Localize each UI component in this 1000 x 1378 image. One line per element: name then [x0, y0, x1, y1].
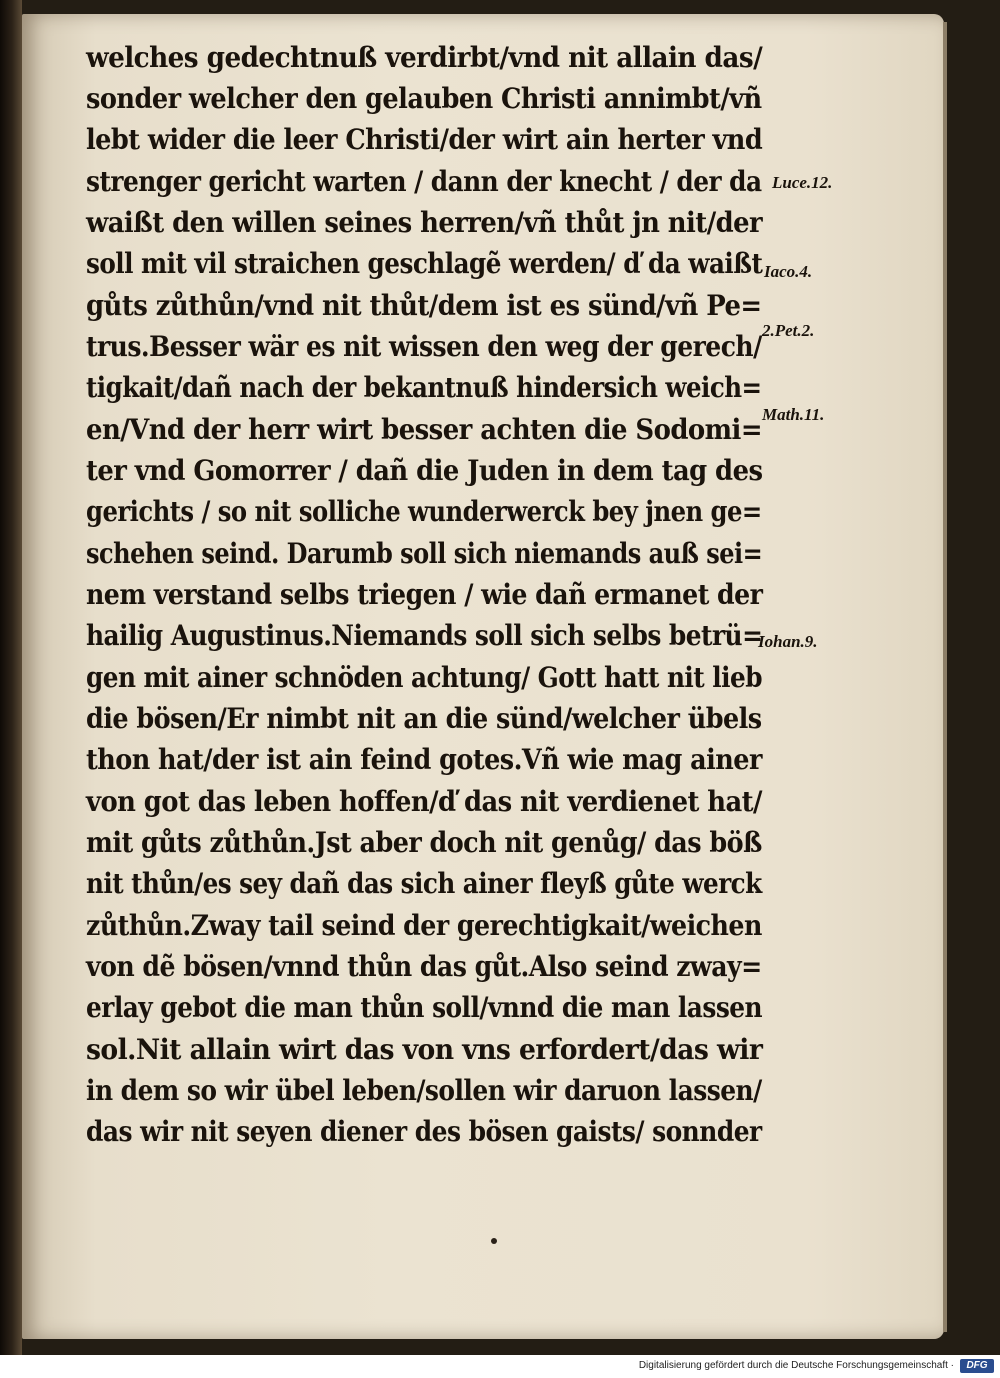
ink-speck: [491, 1238, 497, 1244]
text-line: soll mit vil straichen geschlagẽ werden/ ď da waißt: [86, 247, 763, 280]
digitization-footer: [0, 1355, 1000, 1378]
text-line: strenger gericht warten / dann der knecht / der da: [86, 165, 762, 198]
marginal-reference: 2.Pet.2.: [762, 321, 815, 340]
text-line: welches gedechtnuß verdirbt/vnd nit allain das/: [86, 41, 763, 74]
text-line: das wir nit seyen diener des bösen gaists/ sonnder: [86, 1115, 762, 1148]
text-line: schehen seind. Darumb soll sich niemands auß sei=: [86, 537, 763, 570]
marginal-reference: Math.11.: [762, 405, 825, 424]
text-line: erlay gebot die man thůn soll/vnnd die man lassen: [86, 991, 763, 1024]
text-line: waißt den willen seines herren/vñ thůt jn nit/der: [86, 206, 763, 239]
text-line: en/Vnd der herr wirt besser achten die Sodomi=: [86, 413, 762, 446]
text-line: trus.Besser wär es nit wissen den weg der gerech/: [86, 330, 762, 363]
text-line: sol.Nit allain wirt das von vns erfordert/das wir: [86, 1033, 763, 1066]
text-line: ter vnd Gomorrer / dañ die Juden in dem tag des: [86, 454, 763, 487]
page-edge: [943, 22, 947, 1332]
text-line: sonder welcher den gelauben Christi annimbt/vñ: [86, 82, 762, 115]
text-line: die bösen/Er nimbt nit an die sünd/welcher übels: [86, 702, 762, 735]
dfg-logo: DFG: [960, 1359, 994, 1373]
text-line: gerichts / so nit solliche wunderwerck bey jnen ge=: [86, 495, 762, 528]
text-line: in dem so wir übel leben/sollen wir daruon lassen/: [86, 1074, 762, 1107]
marginal-reference: Iohan.9.: [758, 632, 818, 651]
text-line: gen mit ainer schnöden achtung/ Gott hatt nit lieb: [86, 661, 763, 694]
text-line: mit gůts zůthůn.Jst aber doch nit genůg/ das böß: [86, 826, 762, 859]
text-line: nem verstand selbs triegen / wie dañ ermanet der: [86, 578, 763, 611]
funding-notice: Digitalisierung gefördert durch die Deutsche Forschungsgemeinschaft ·: [638, 1360, 954, 1371]
text-line: tigkait/dañ nach der bekantnuß hindersich weich=: [86, 371, 762, 404]
text-line: gůts zůthůn/vnd nit thůt/dem ist es sünd/vñ Pe=: [86, 289, 762, 322]
text-line: von got das leben hoffen/ď das nit verdienet hat/: [86, 785, 762, 818]
text-line: nit thůn/es sey dañ das sich ainer fleyß gůte werck: [86, 867, 762, 900]
text-line: thon hat/der ist ain feind gotes.Vñ wie mag ainer: [86, 743, 762, 776]
marginal-reference: Luce.12.: [772, 173, 833, 192]
marginal-reference: Iaco.4.: [764, 262, 813, 281]
book-spine: [0, 0, 22, 1355]
text-line: zůthůn.Zway tail seind der gerechtigkait/weichen: [86, 909, 762, 942]
text-line: von dẽ bösen/vnnd thůn das gůt.Also seind zway=: [86, 950, 762, 983]
text-line: hailig Augustinus.Niemands soll sich selbs betrü=: [86, 619, 763, 652]
text-line: lebt wider die leer Christi/der wirt ain herter vnd: [86, 123, 763, 156]
